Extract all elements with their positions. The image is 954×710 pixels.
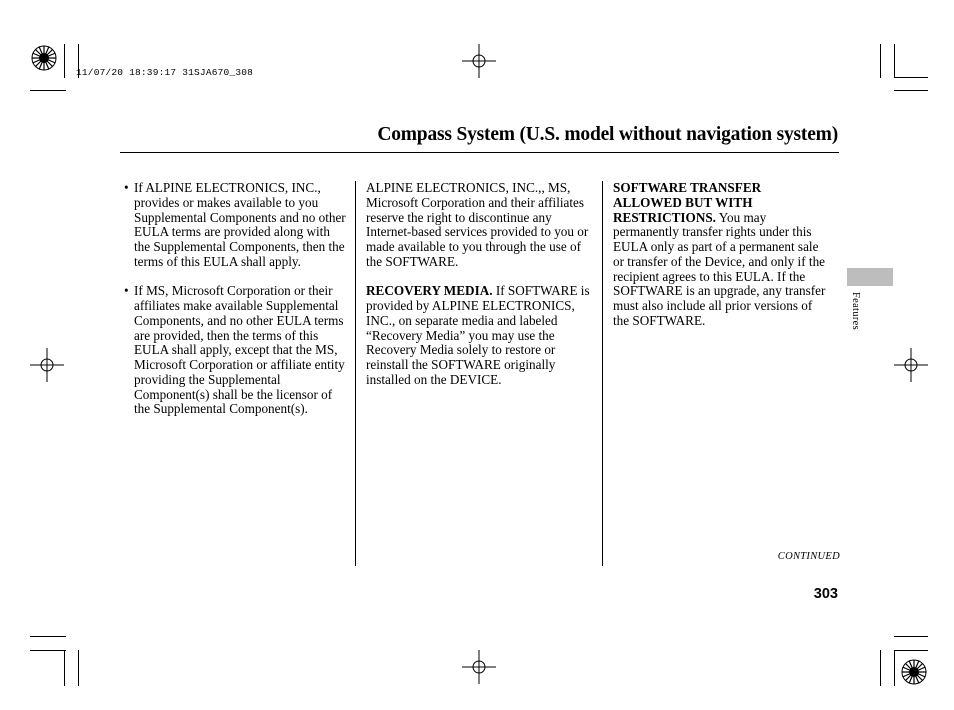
- recovery-media-body: If SOFTWARE is provided by ALPINE ELECTRONICS, INC., on separate media and labeled “Recovery Media” you may use the Recovery Media solely to restore or reinstall the SOFTWARE originally installed on the DEVICE.: [366, 283, 590, 387]
- registration-crosshair-icon: [894, 348, 928, 382]
- registration-sunburst-icon: [900, 658, 928, 686]
- bullet-dot-icon: •: [124, 180, 129, 195]
- print-stamp: 11/07/20 18:39:17 31SJA670_308: [76, 67, 254, 78]
- bullet-text: If MS, Microsoft Corporation or their affiliates make available Supplemental Components, and no other EULA terms are provided, then the terms of this EULA shall apply, except that the MS, Microsoft Corporation or affiliate entity providing the Supplemental Component(s) shall be the licensor of the Supplemental Component(s).: [134, 283, 345, 417]
- page-number: 303: [813, 586, 838, 602]
- software-transfer-body: You may permanently transfer rights under this EULA only as part of a permanent sale or transfer of the Device, and only if the recipient agrees to this EULA. If the SOFTWARE is an upgrade, any transfer must also include all prior versions of the SOFTWARE.: [613, 209, 826, 328]
- bullet-item: [123, 181, 348, 270]
- registration-crosshair-icon: [462, 650, 496, 684]
- registration-crosshair-icon: [30, 348, 64, 382]
- bullet-text: If ALPINE ELECTRONICS, INC., provides or makes available to you Supplemental Components and no other EULA terms are provided along with the Supplemental Components, then the terms of this EULA shall apply.: [134, 180, 346, 269]
- column-2: [366, 181, 596, 402]
- software-transfer-paragraph: [613, 181, 827, 329]
- continued-label: CONTINUED: [777, 551, 840, 562]
- column-3: [613, 181, 827, 343]
- recovery-media-paragraph: [366, 284, 596, 387]
- column-divider: [602, 181, 603, 566]
- section-tab-label: Features: [850, 292, 861, 330]
- registration-crosshair-icon: [462, 44, 496, 78]
- internet-services-paragraph: ALPINE ELECTRONICS, INC.,, MS, Microsoft Corporation and their affiliates reserve the right to discontinue any Internet-based services provided to you or made available to you through the use of the SOFTWARE.: [366, 180, 589, 269]
- title-rule: [120, 152, 839, 153]
- column-1: [123, 181, 348, 432]
- bullet-item: [123, 284, 348, 417]
- column-divider: [355, 181, 356, 566]
- section-tab-marker: [847, 268, 893, 286]
- bullet-dot-icon: •: [124, 283, 129, 299]
- software-transfer-heading: SOFTWARE TRANSFER ALLOWED BUT WITH RESTRICTIONS.: [613, 180, 762, 225]
- recovery-media-heading: RECOVERY MEDIA.: [366, 283, 493, 299]
- registration-sunburst-icon: [30, 44, 58, 72]
- page-title: Compass System (U.S. model without navigation system): [377, 124, 838, 145]
